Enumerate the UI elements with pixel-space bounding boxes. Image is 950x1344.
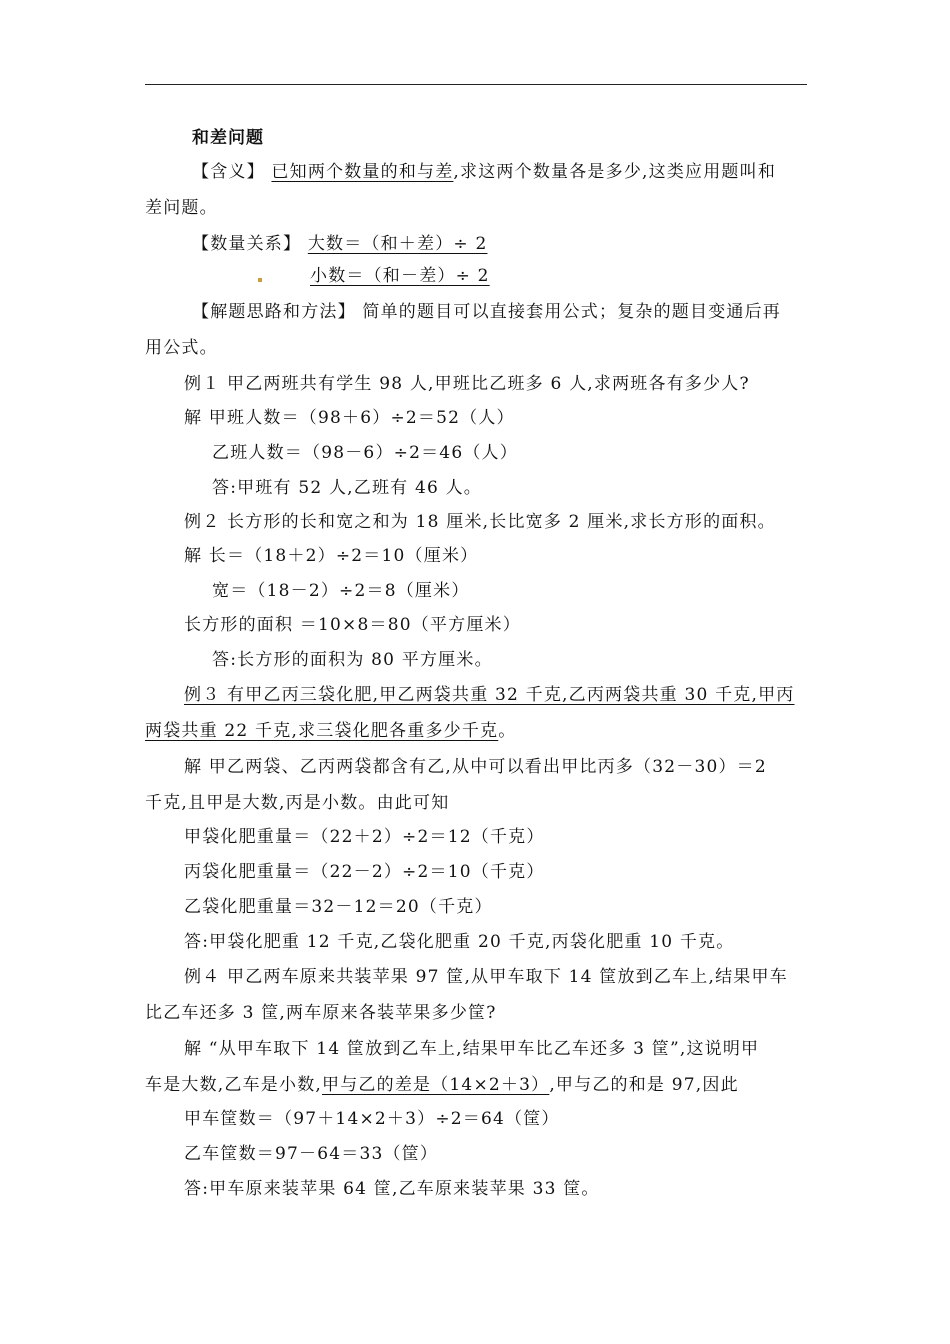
ex3-question-2-end: 。 <box>498 721 517 741</box>
ex3-step-2: 千克,且甲是大数,丙是小数。由此可知 <box>145 793 450 813</box>
ex3-question-1: 例３ 有甲乙丙三袋化肥,甲乙两袋共重 32 千克,乙丙两袋共重 30 千克,甲丙 <box>184 685 795 705</box>
relation-line <box>192 234 487 254</box>
header-rule <box>145 84 807 85</box>
ex3-step-4: 丙袋化肥重量＝（22－2）÷2＝10（千克） <box>184 862 545 882</box>
ex3-answer: 答:甲袋化肥重 12 千克,乙袋化肥重 20 千克,丙袋化肥重 10 千克。 <box>184 932 735 952</box>
ex4-step-4: 乙车筐数＝97－64＝33（筐） <box>184 1144 439 1164</box>
meaning-label: 【含义】 <box>192 162 265 182</box>
ex4-step-2 <box>145 1075 739 1095</box>
ex4-question-2: 比乙车还多 3 筐,两车原来各装苹果多少筐? <box>145 1003 497 1023</box>
ex3-question-2: 两袋共重 22 千克,求三袋化肥各重多少千克 <box>145 721 499 741</box>
relation-big: 大数＝（和＋差）÷ 2 <box>307 234 488 254</box>
method-line-1: 【解题思路和方法】 简单的题目可以直接套用公式；复杂的题目变通后再 <box>192 302 782 322</box>
ex3-step-3: 甲袋化肥重量＝（22＋2）÷2＝12（千克） <box>184 827 545 847</box>
page-title: 和差问题 <box>192 128 264 148</box>
ex3-step-5: 乙袋化肥重量＝32－12＝20（千克） <box>184 897 493 917</box>
ex4-step-3: 甲车筐数＝（97＋14×2＋3）÷2＝64（筐） <box>184 1109 560 1129</box>
decorative-dot <box>258 278 262 282</box>
ex2-step-2: 宽＝（18－2）÷2＝8（厘米） <box>212 581 470 601</box>
ex4-step-1: 解 “从甲车取下 14 筐放到乙车上,结果甲车比乙车还多 3 筐”,这说明甲 <box>184 1039 760 1059</box>
ex1-step-2: 乙班人数＝（98－6）÷2＝46（人） <box>212 443 518 463</box>
method-line-2: 用公式。 <box>145 338 218 358</box>
relation-small: 小数＝（和－差）÷ 2 <box>310 266 490 286</box>
ex4-question-1: 例４ 甲乙两车原来共装苹果 97 筐,从甲车取下 14 筐放到乙车上,结果甲车 <box>184 967 788 987</box>
meaning-underlined: 已知两个数量的和与差 <box>271 162 454 182</box>
ex1-step-1: 解 甲班人数＝（98＋6）÷2＝52（人） <box>184 408 515 428</box>
ex4-step-2-underlined: 甲与乙的差是（14×2＋3） <box>322 1075 550 1095</box>
ex2-step-1: 解 长＝（18＋2）÷2＝10（厘米） <box>184 546 479 566</box>
ex1-answer: 答:甲班有 52 人,乙班有 46 人。 <box>212 478 483 498</box>
ex4-answer: 答:甲车原来装苹果 64 筐,乙车原来装苹果 33 筐。 <box>184 1179 600 1199</box>
ex3-step-1: 解 甲乙两袋、乙丙两袋都含有乙,从中可以看出甲比丙多（32－30）＝2 <box>184 757 767 777</box>
meaning-rest: ,求这两个数量各是多少,这类应用题叫和 <box>453 162 777 182</box>
meaning-cont: 差问题。 <box>145 198 218 218</box>
ex3-question-2-line <box>145 721 516 741</box>
ex1-question: 例１ 甲乙两班共有学生 98 人,甲班比乙班多 6 人,求两班各有多少人? <box>184 374 750 394</box>
ex4-step-2-a: 车是大数,乙车是小数, <box>145 1075 323 1095</box>
meaning-line <box>192 162 776 182</box>
ex2-question: 例２ 长方形的长和宽之和为 18 厘米,长比宽多 2 厘米,求长方形的面积。 <box>184 512 776 532</box>
ex2-answer: 答:长方形的面积为 80 平方厘米。 <box>212 650 493 670</box>
relation-label: 【数量关系】 <box>192 234 302 254</box>
ex4-step-2-b: ,甲与乙的和是 97,因此 <box>549 1075 739 1095</box>
ex2-step-3: 长方形的面积 ＝10×8＝80（平方厘米） <box>184 615 521 635</box>
